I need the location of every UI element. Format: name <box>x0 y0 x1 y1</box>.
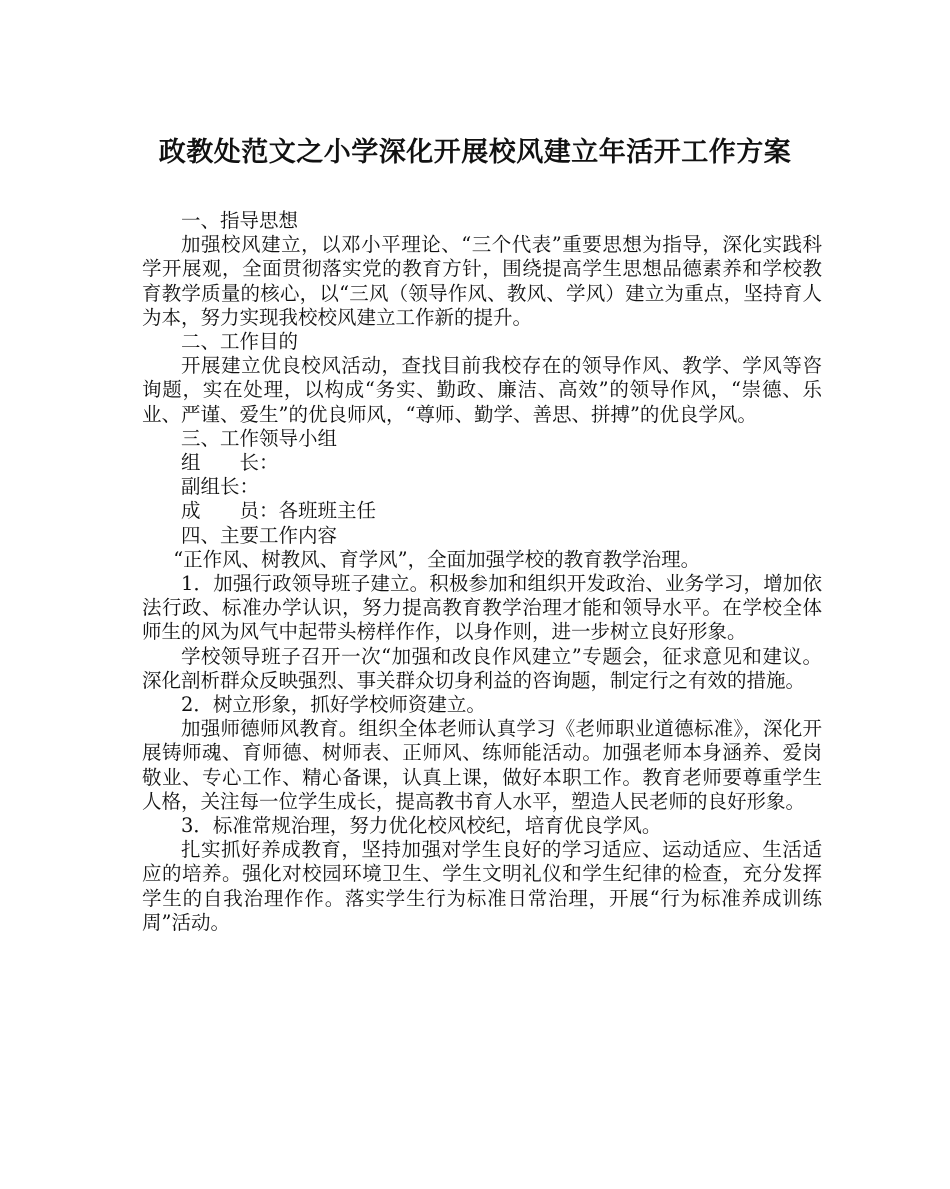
paragraph-item-2-detail: 加强师德师风教育。组织全体老师认真学习《老师职业道德标准》，深化开展铸师魂、育师德、树师表、正师风、练师能活动。加强老师本身涵养、爱岗敬业、专心工作、精心备课，认真上课，做好本职工作。教育老师要尊重学生人格，关注每一位学生成长，提高教书育人水平，塑造人民老师的良好形象。 <box>142 717 822 813</box>
document-body <box>142 209 822 935</box>
members-line: 成 员：各班班主任 <box>181 499 377 523</box>
section-heading-leadership-group: 三、工作领导小组 <box>181 426 338 450</box>
paragraph-item-1-detail: 学校领导班子召开一次“加强和改良作风建立”专题会，征求意见和建议。深化剖析群众反映强烈、事关群众切身利益的咨询题，制定行之有效的措施。 <box>142 644 822 692</box>
paragraph-work-goal: 开展建立优良校风活动，查找目前我校存在的领导作风、教学、学风等咨询题，实在处理，以构成“务实、勤政、廉洁、高效”的领导作风，“崇德、乐业、严谨、爱生”的优良师风，“尊师、勤学、善思、拼搏”的优良学风。 <box>142 354 822 426</box>
group-leader-line: 组 长： <box>181 451 279 475</box>
section-heading-work-goal: 二、工作目的 <box>181 330 299 354</box>
section-heading-guiding-thought: 一、指导思想 <box>181 209 299 232</box>
paragraph-item-2: 2．树立形象，抓好学校师资建立。 <box>181 693 486 717</box>
paragraph-item-3-detail: 扎实抓好养成教育，坚持加强对学生良好的学习适应、运动适应、生活适应的培养。强化对校园环境卫生、学生文明礼仪和学生纪律的检查，充分发挥学生的自我治理作作。落实学生行为标准日常治理，开展“行为标准养成训练周”活动。 <box>142 838 822 934</box>
paragraph-item-1: 1．加强行政领导班子建立。积极参加和组织开发政治、业务学习，增加依法行政、标准办学认识，努力提高教育教学治理才能和领导水平。在学校全体师生的风为风气中起带头榜样作作，以身作则，进一步树立良好形象。 <box>142 572 822 644</box>
paragraph-guiding-thought: 加强校风建立，以邓小平理论、“三个代表”重要思想为指导，深化实践科学开展观，全面贯彻落实党的教育方针，围绕提高学生思想品德素养和学校教育教学质量的核心，以“三风（领导作风、教风、学风）建立为重点，坚持育人为本，努力实现我校校风建立工作新的提升。 <box>142 233 822 329</box>
paragraph-main-slogan: “正作风、树教风、育学风”，全面加强学校的教育教学治理。 <box>173 547 701 571</box>
paragraph-item-3: 3．标准常规治理，努力优化校风校纪，培育优良学风。 <box>181 814 662 838</box>
deputy-leader-line: 副组长： <box>181 475 260 499</box>
section-heading-main-content: 四、主要工作内容 <box>181 523 338 547</box>
document-title: 政教处范文之小学深化开展校风建立年活开工作方案 <box>158 137 792 168</box>
